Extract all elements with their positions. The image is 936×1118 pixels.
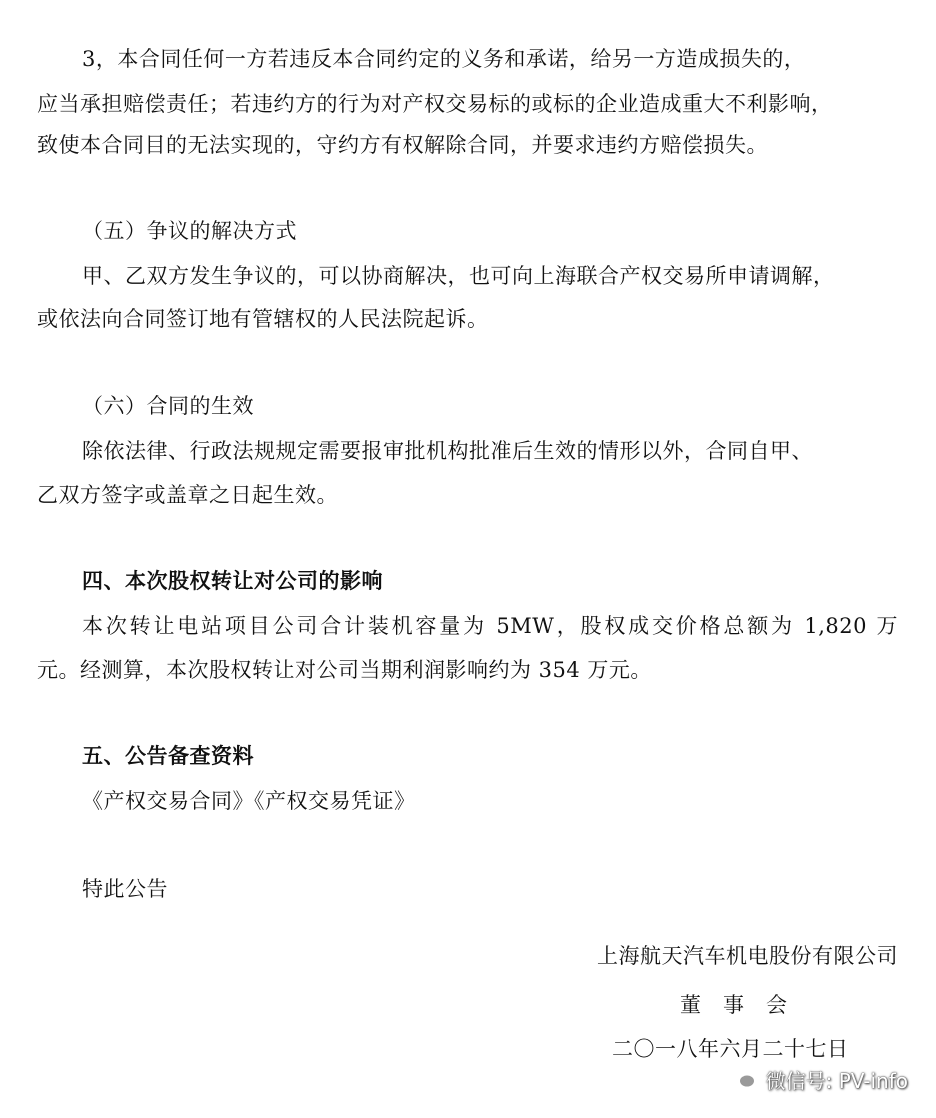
closing-text: 特此公告 — [82, 877, 168, 901]
signer-board: 董 事 会 — [680, 993, 788, 1017]
signer-company: 上海航天汽车机电股份有限公司 — [597, 944, 898, 968]
paragraph-line: 应当承担赔偿责任；若违约方的行为对产权交易标的或标的企业造成重大不利影响， — [37, 92, 833, 116]
signer-date: 二〇一八年六月二十七日 — [612, 1037, 849, 1061]
heading-impact: 四、本次股权转让对公司的影响 — [82, 569, 383, 593]
section-heading-dispute: （五）争议的解决方式 — [82, 219, 297, 243]
heading-reference-documents: 五、公告备查资料 — [82, 744, 254, 768]
paragraph-line: 除依法律、行政法规规定需要报审批机构批准后生效的情形以外，合同自甲、 — [82, 439, 813, 463]
paragraph-line: 乙双方签字或盖章之日起生效。 — [37, 483, 338, 507]
wechat-icon — [728, 1066, 758, 1092]
paragraph-line: 3，本合同任何一方若违反本合同约定的义务和承诺，给另一方造成损失的， — [82, 47, 806, 71]
paragraph-line: 本次转让电站项目公司合计装机容量为 5MW，股权成交价格总额为 1,820 万 — [82, 614, 898, 638]
paragraph-line: 致使本合同目的无法实现的，守约方有权解除合同，并要求违约方赔偿损失。 — [37, 133, 768, 157]
paragraph-line: 或依法向合同签订地有管辖权的人民法院起诉。 — [37, 307, 489, 331]
paragraph-line: 元。经测算，本次股权转让对公司当期利润影响约为 354 万元。 — [37, 658, 652, 682]
wechat-watermark — [728, 1062, 908, 1096]
section-heading-effect: （六）合同的生效 — [82, 394, 254, 418]
watermark-text: 微信号: PV-info — [765, 1068, 908, 1093]
paragraph-line: 《产权交易合同》《产权交易凭证》 — [82, 789, 416, 813]
paragraph-line: 甲、乙双方发生争议的，可以协商解决，也可向上海联合产权交易所申请调解， — [82, 264, 835, 288]
